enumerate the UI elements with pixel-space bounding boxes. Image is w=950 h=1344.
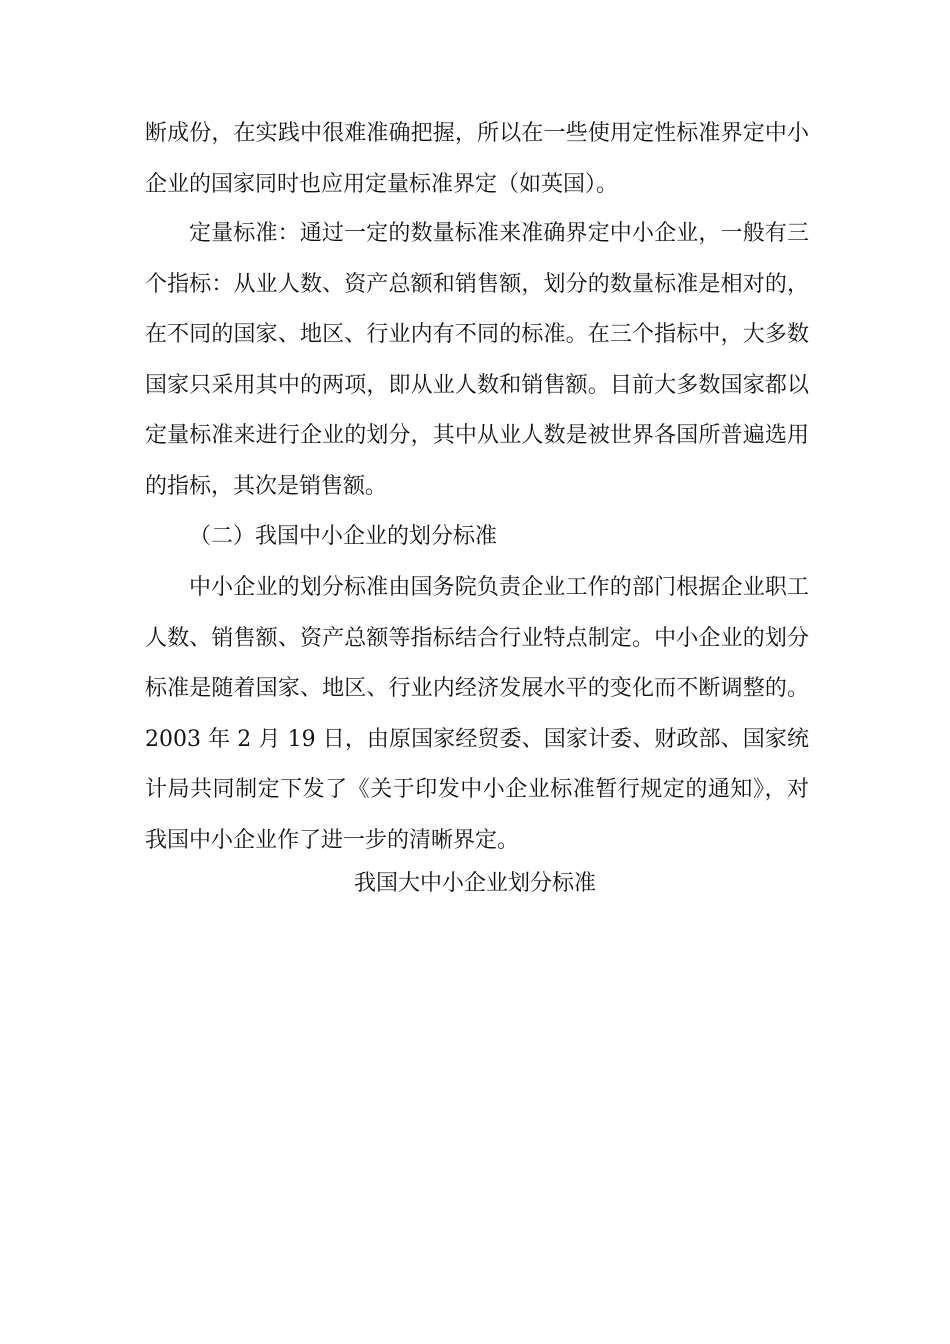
paragraph-china-standard: 中小企业的划分标准由国务院负责企业工作的部门根据企业职工人数、销售额、资产总额等指标结合行业特点制定。中小企业的划分标准是随着国家、地区、行业内经济发展水平的变化而不断调整的。2003 年 2 月 19 日，由原国家经贸委、国家计委、财政部、国家统计局共同制定下发了《关于印发中小企业标准暂行规定的通知》，对我国中小企业作了进一步的清晰界定。 <box>145 575 809 853</box>
section-heading: （二）我国中小企业的划分标准 <box>189 524 498 549</box>
table-caption: 我国大中小企业划分标准 <box>353 871 596 896</box>
paragraph-continued: 断成份，在实践中很难准确把握，所以在一些使用定性标准界定中小企业的国家同时也应用定量标准界定（如英国）。 <box>145 121 809 197</box>
paragraph-quantitative-standard: 定量标准：通过一定的数量标准来准确界定中小企业，一般有三个指标：从业人数、资产总额和销售额，划分的数量标准是相对的，在不同的国家、地区、行业内有不同的标准。在三个指标中，大多数国家只采用其中的两项，即从业人数和销售额。目前大多数国家都以定量标准来进行企业的划分，其中从业人数是被世界各国所普遍选用的指标，其次是销售额。 <box>145 221 809 499</box>
